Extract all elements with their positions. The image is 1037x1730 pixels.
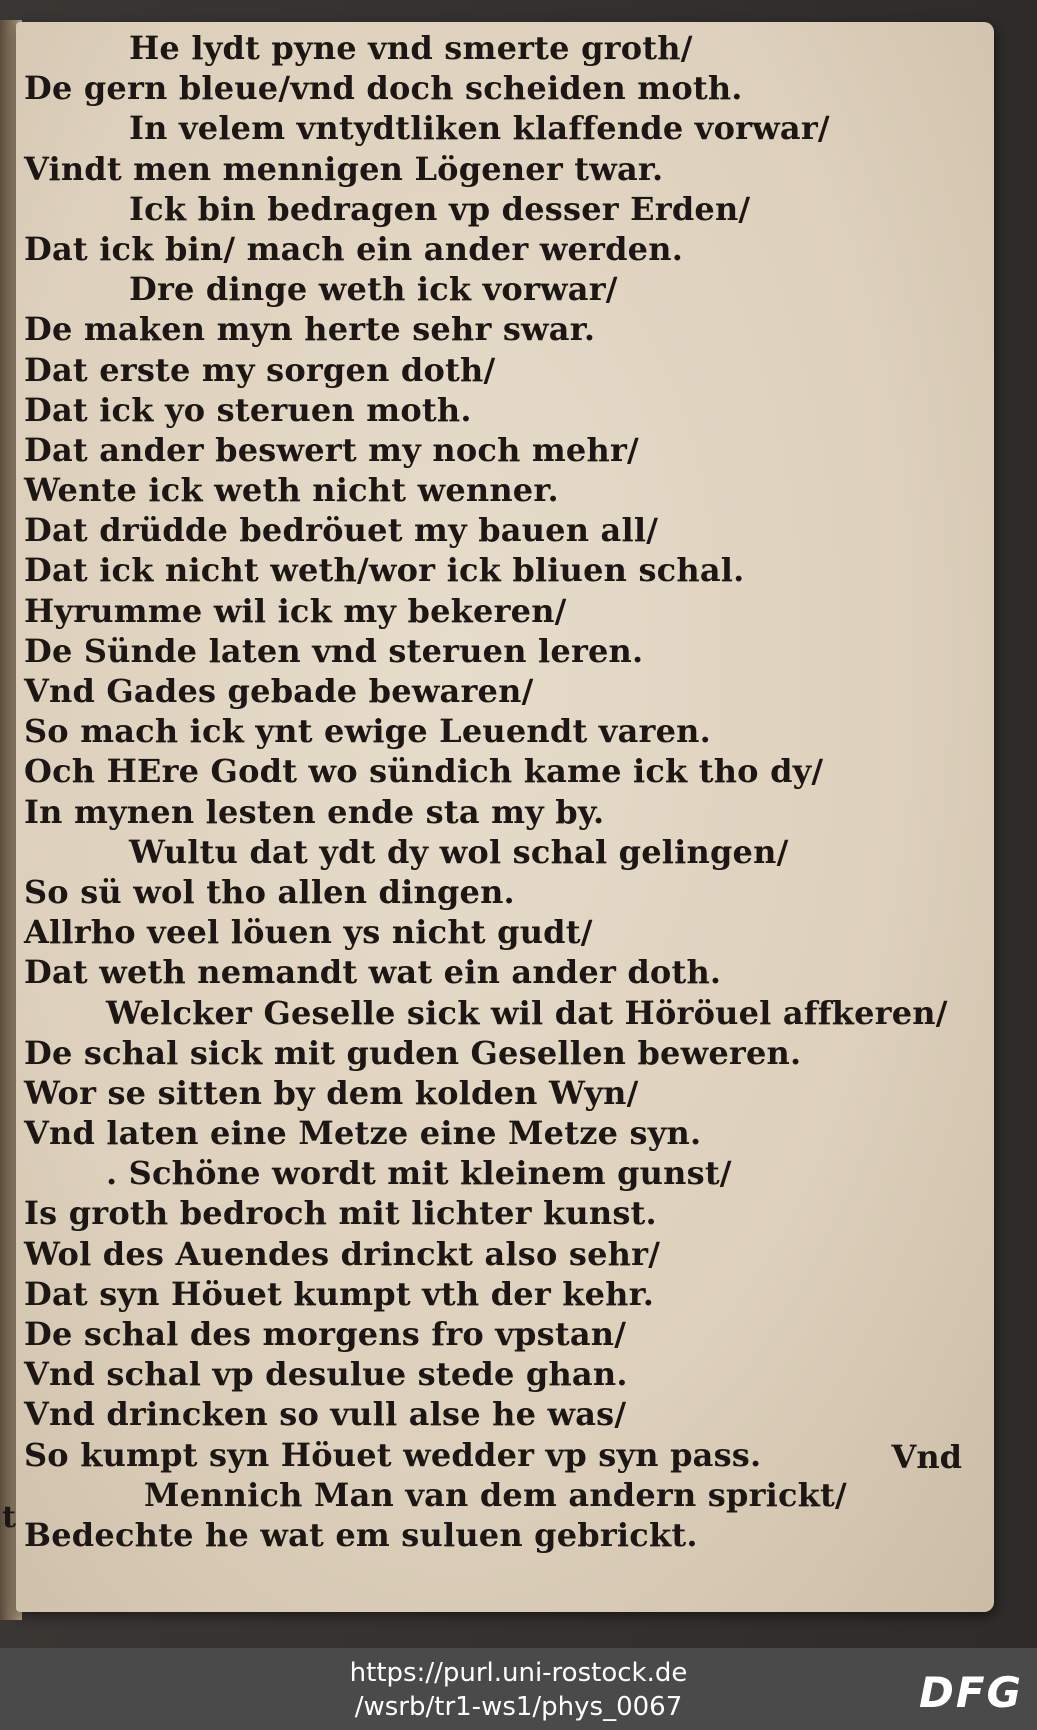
verse-line: Wol des Auendes drinckt also sehr/ (24, 1234, 661, 1273)
verse-line: Bedechte he wat em suluen gebrickt. (24, 1515, 698, 1554)
verse-line: Wultu dat ydt dy wol schal gelingen/ (129, 832, 789, 871)
verse-line: Dat weth nemandt wat ein ander doth. (24, 953, 722, 992)
verse-line: Och HEre Godt wo sündich kame ick tho dy/ (24, 752, 824, 791)
verse-line: Mennich Man van dem andern sprickt/ (144, 1475, 847, 1514)
verse-line: Dat drüdde bedröuet my bauen all/ (24, 511, 659, 550)
verse-line: Vnd schal vp desulue stede ghan. (24, 1355, 628, 1394)
permalink-line-1[interactable]: https://purl.uni-rostock.de (349, 1658, 688, 1688)
verse-line: In velem vntydtliken klaffende vorwar/ (129, 109, 830, 148)
verse-line: . Schöne wordt mit kleinem gunst/ (106, 1154, 732, 1193)
verse-line: Vnd laten eine Metze eine Metze syn. (24, 1114, 702, 1153)
verse-line: Vnd Gades gebade bewaren/ (24, 672, 534, 710)
verse-line: Dat ick yo steruen moth. (24, 390, 472, 429)
verse-line: Dat erste my sorgen doth/ (24, 350, 496, 389)
verse-line: Dat ick nicht weth/wor ick bliuen schal. (24, 551, 745, 590)
verse-line: De gern bleue/vnd doch scheiden moth. (24, 69, 743, 108)
verse-line: De Sünde laten vnd steruen leren. (24, 631, 644, 670)
catchword: Vnd (891, 1438, 962, 1476)
verse-line: In mynen lesten ende sta my by. (24, 792, 605, 831)
book-page (16, 22, 994, 1612)
verse-text (24, 28, 974, 1555)
verse-line: Vindt men mennigen Lögener twar. (24, 149, 664, 188)
verse-line: He lydt pyne vnd smerte groth/ (129, 29, 693, 67)
verse-line: Welcker Geselle sick wil dat Höröuel affkeren/ (106, 993, 948, 1032)
verse-line: Hyrumme wil ick my bekeren/ (24, 591, 567, 630)
verse-line: De maken myn herte sehr swar. (24, 310, 596, 349)
verse-line: Vnd drincken so vull alse he was/ (24, 1395, 627, 1434)
verse-line: Wor se sitten by dem kolden Wyn/ (24, 1073, 639, 1112)
permalink-line-2[interactable]: /wsrb/tr1-ws1/phys_0067 (354, 1692, 683, 1722)
verse-line: So kumpt syn Höuet wedder vp syn pass. (24, 1435, 762, 1474)
verse-line: Ick bin bedragen vp desser Erden/ (129, 189, 751, 228)
margin-mark: t (2, 1500, 16, 1535)
verse-line: Dat syn Höuet kumpt vth der kehr. (24, 1274, 655, 1313)
dfg-logo: DFG (918, 1668, 1023, 1717)
verse-line: So mach ick ynt ewige Leuendt varen. (24, 712, 711, 751)
verse-line: So sü wol tho allen dingen. (24, 872, 515, 911)
verse-line: Wente ick weth nicht wenner. (24, 471, 559, 510)
verse-line: De schal sick mit guden Gesellen beweren. (24, 1033, 802, 1072)
footer-bar (0, 1648, 1037, 1730)
verse-line: Dat ick bin/ mach ein ander werden. (24, 229, 684, 268)
verse-line: Dre dinge weth ick vorwar/ (129, 270, 618, 309)
verse-line: De schal des morgens fro vpstan/ (24, 1315, 627, 1353)
verse-line: Is groth bedroch mit lichter kunst. (24, 1194, 657, 1233)
permalink[interactable] (0, 1656, 1037, 1724)
verse-line: Allrho veel löuen ys nicht gudt/ (24, 913, 593, 952)
verse-line: Dat ander beswert my noch mehr/ (24, 430, 639, 469)
